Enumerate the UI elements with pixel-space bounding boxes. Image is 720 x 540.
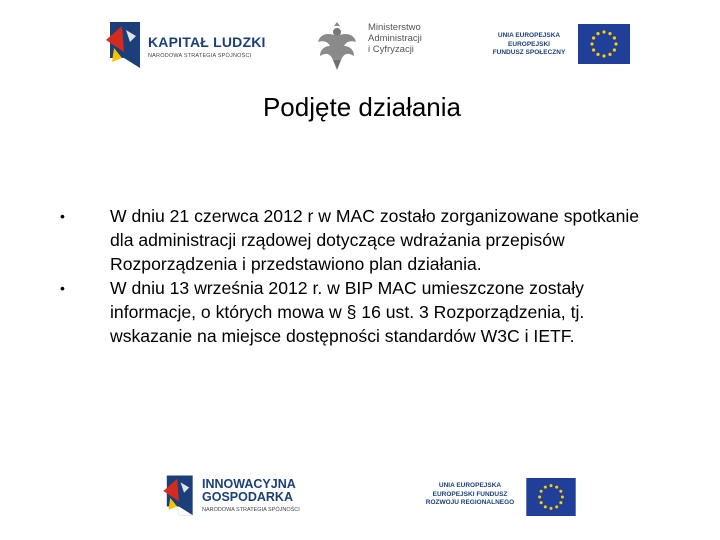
eu-star-icon — [559, 501, 562, 504]
innowacyjna-gospodarka-logo — [158, 472, 328, 524]
eu-star-icon — [596, 53, 599, 56]
eu-social-fund-logo — [486, 18, 636, 76]
eu-star-icon — [613, 36, 616, 39]
innowacyjna-subtitle: NARODOWA STRATEGIA SPÓJNOŚCI — [202, 507, 300, 513]
kapital-ludzki-logo — [100, 18, 266, 76]
eu-star-icon — [602, 54, 605, 57]
bullet-marker: • — [60, 280, 65, 296]
eu-star-icon — [544, 505, 547, 508]
eu-star-icon — [590, 42, 593, 45]
eu-star-icon — [538, 495, 541, 498]
ministry-line-3: i Cyfryzacji — [368, 44, 414, 55]
kapital-ludzki-subtitle: NARODOWA STRATEGIA SPÓJNOŚCI — [148, 53, 252, 59]
eu-social-fund-text — [486, 32, 572, 58]
eu-star-icon — [555, 505, 558, 508]
slide-title: Podjęte działania — [262, 92, 462, 122]
eu-star-icon — [592, 36, 595, 39]
eu-star-icon — [592, 48, 595, 51]
innowacyjna-title-line-2: GOSPODARKA — [202, 490, 293, 504]
eu-social-fund-line-3: FUNDUSZ SPOŁECZNY — [492, 49, 566, 56]
innowacyjna-text — [202, 478, 300, 513]
eu-star-icon — [549, 484, 552, 487]
eu-social-fund-line-2: EUROPEJSKI — [508, 40, 550, 48]
eagle-emblem-icon — [316, 16, 358, 74]
eu-regional-fund-line-3: ROZWOJU REGIONALNEGO — [425, 499, 515, 506]
eu-star-icon — [608, 32, 611, 35]
eu-star-icon — [549, 507, 552, 510]
bullet-marker: • — [60, 208, 65, 224]
eu-flag-icon — [578, 24, 630, 64]
ministry-logo — [316, 16, 446, 74]
ministry-line-2: Administracji — [368, 33, 422, 44]
ministry-name — [368, 22, 422, 55]
eu-regional-fund-text — [420, 482, 520, 508]
kapital-ludzki-emblem-icon — [100, 18, 146, 76]
eu-star-icon — [540, 501, 543, 504]
eu-star-icon — [540, 490, 543, 493]
eu-star-icon — [608, 53, 611, 56]
innowacyjna-emblem-icon — [158, 472, 198, 522]
eu-star-icon — [559, 490, 562, 493]
eu-star-icon — [596, 32, 599, 35]
eu-regional-fund-line-2: EUROPEJSKI FUNDUSZ — [432, 490, 508, 498]
bullet-text: W dniu 21 czerwca 2012 r w MAC zostało zorganizowane spotkanie dla administracji rządowej dotyczące wdrażania przepisów Rozporządzenia i przedstawiono plan działania. — [110, 206, 640, 274]
eu-star-icon — [602, 30, 605, 33]
eu-regional-fund-line-1: UNIA EUROPEJSKA — [438, 482, 502, 489]
kapital-ludzki-title: KAPITAŁ LUDZKI — [148, 34, 266, 50]
eu-star-icon — [613, 48, 616, 51]
kapital-ludzki-text — [148, 34, 266, 59]
eu-social-fund-line-1: UNIA EUROPEJSKA — [497, 32, 561, 39]
eu-star-icon — [544, 486, 547, 489]
eu-star-icon — [614, 42, 617, 45]
bullet-text: W dniu 13 września 2012 r. w BIP MAC umieszczone zostały informacje, o których mowa w § 16 ust. 3 Rozporządzenia, tj. wskazanie na miejsce dostępności standardów W3C i IETF. — [110, 278, 585, 346]
ministry-line-1: Ministerstwo — [368, 22, 421, 33]
eu-flag-icon — [526, 478, 576, 516]
eu-star-icon — [555, 486, 558, 489]
eu-regional-fund-logo — [420, 472, 580, 524]
innowacyjna-title-line-1: INNOWACYJNA — [202, 477, 296, 491]
eu-star-icon — [561, 495, 564, 498]
